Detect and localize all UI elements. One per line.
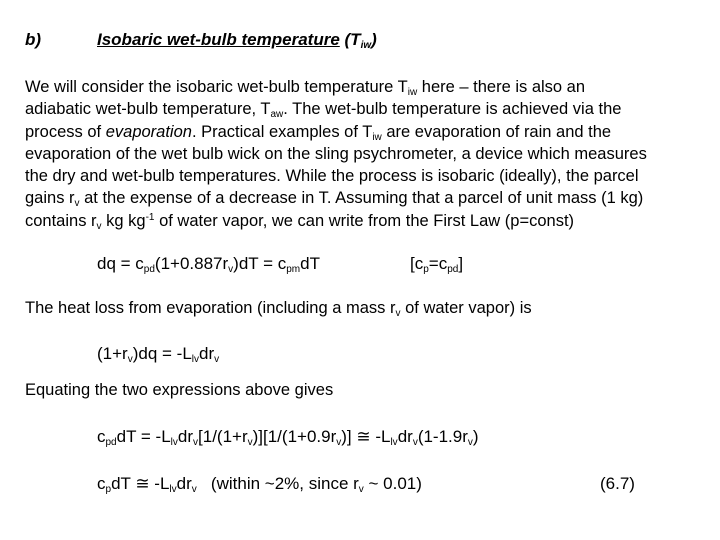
section-label: b) [25, 30, 42, 49]
equation-first-law: dq = $c_{pd}(1+0.887r_v)dT = c_{pm}dT$ [97, 254, 320, 275]
intro-line-3: process of evaporation. Practical examples of $T_{iw}$ are evaporation of rain and the [25, 122, 612, 143]
section-title [97, 30, 377, 50]
intro-line-4: evaporation of the wet bulb wick on the sling psychrometer, a device which measures [25, 144, 647, 163]
equation-approximation: $c_pdT$ ≅ $-L_{lv}dr_v$ (within ~2%, since $r_v$ ~ 0.01) [97, 474, 422, 495]
title-main: Isobaric wet-bulb temperature [97, 30, 340, 49]
equation-number: (6.7) [600, 474, 635, 493]
equating-text: Equating the two expressions above gives [25, 381, 334, 399]
intro-line-7: contains $r_v$ kg $kg^{-1}$ of water vapor, we can write from the First Law (p=const) [25, 211, 575, 232]
intro-line-5: the dry and wet-bulb temperatures. While the process is isobaric (ideally), the parcel [25, 167, 639, 186]
intro-line-2: adiabatic wet-bulb temperature, $T_{aw}$. The wet-bulb temperature is achieved via the [25, 100, 622, 121]
intro-line-6: gains $r_v$ at the expense of a decrease in T. Assuming that a parcel of unit mass (1 kg) [25, 189, 644, 210]
intro-paragraph [25, 76, 715, 232]
heat-loss-text: The heat loss from evaporation (including a mass $r_v$ of water vapor) is [25, 299, 532, 319]
equation-evaporation: $(1+r_v)dq = -L_{lv}dr_v$ [97, 344, 220, 365]
intro-line-1: We will consider the isobaric wet-bulb temperature $T_{iw}$ here – there is also an [25, 78, 586, 98]
equation-first-law-note: $[c_p=c_{pd}]$ [410, 254, 464, 275]
equation-combined: $c_{pd}dT = -L_{lv}dr_v[1/(1+r_v)][1/(1+0.9r_v)]$ ≅ $-L_{lv}dr_v(1-1.9r_v)$ [97, 427, 479, 448]
title-symbol: $(T_{iw})$ [344, 30, 377, 51]
